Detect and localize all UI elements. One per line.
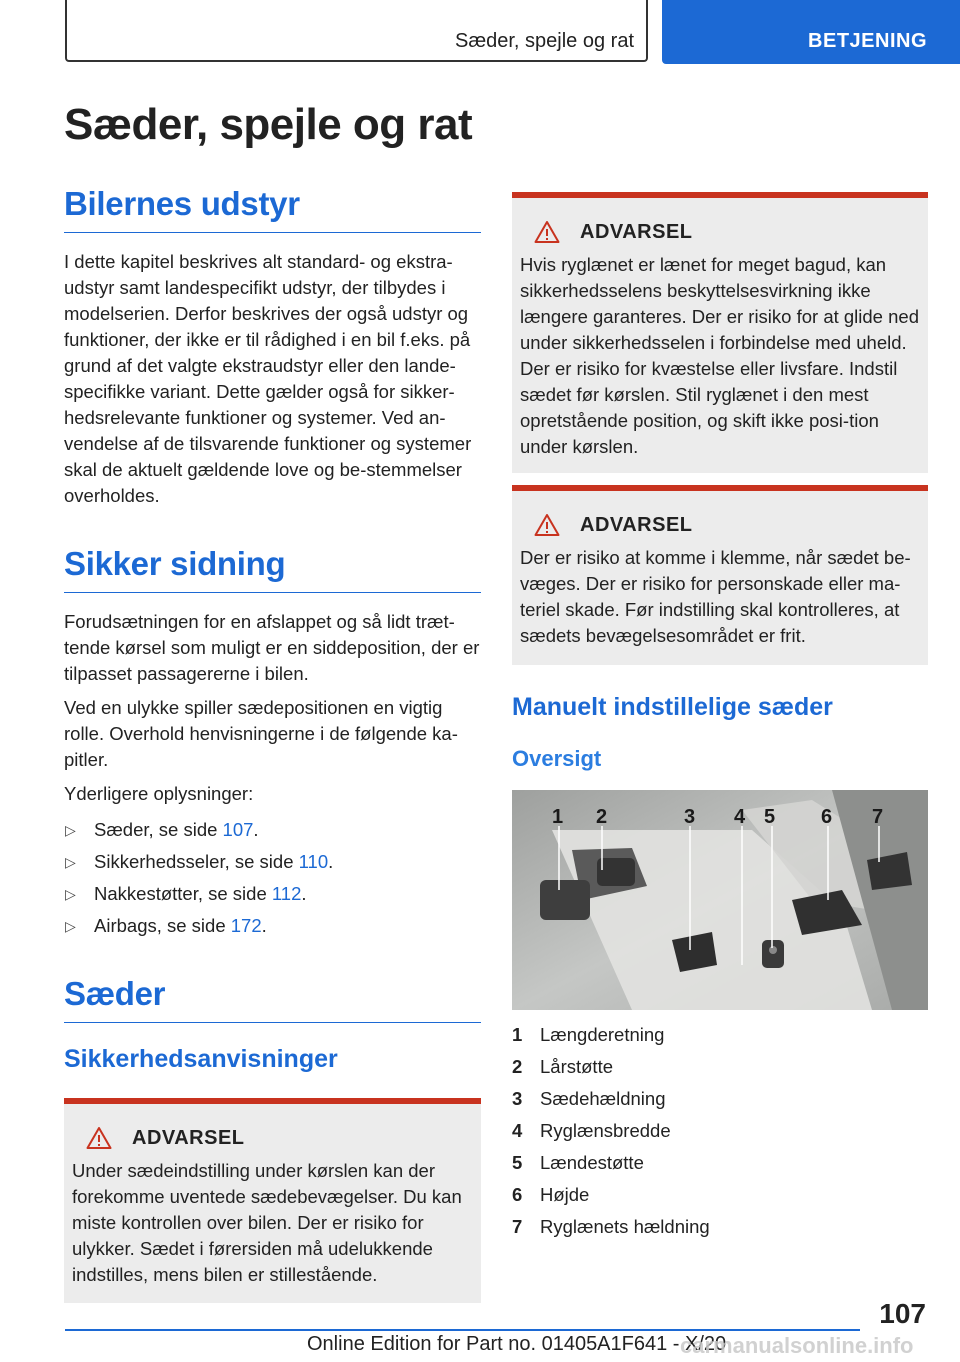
reference-item: ▷ Sikkerhedsseler, se side 110.	[64, 849, 481, 881]
triangle-bullet-icon: ▷	[65, 918, 76, 934]
watermark: carmanualsonline.info	[680, 1333, 914, 1358]
callout-list	[512, 1022, 928, 1246]
photo-label: 4	[734, 806, 746, 828]
page-number: 107	[879, 1298, 926, 1329]
warning-title: ADVARSEL	[580, 220, 693, 243]
sikker-para-3: Yderligere oplysninger:	[64, 783, 254, 804]
heading-saeder: Sæder	[64, 975, 481, 1023]
header-chapter-title: Sæder, spejle og rat	[455, 30, 634, 52]
callout-item: 2 Lårstøtte	[512, 1056, 613, 1077]
footer-divider	[65, 1329, 860, 1331]
header-section-label: BETJENING	[808, 30, 927, 52]
reference-item: ▷ Sæder, se side 107.	[64, 817, 481, 849]
seat-illustration	[512, 790, 928, 1010]
warning-box	[512, 192, 928, 473]
seat-controls-photo	[512, 790, 928, 1010]
header-section-tab[interactable]	[662, 0, 960, 64]
header-chapter-box	[65, 0, 648, 62]
reference-item: ▷ Nakkestøtter, se side 112.	[64, 881, 481, 913]
sikker-para-1: Forudsætningen for en afslappet og så lidt træt-tende kørsel som muligt er en siddeposition, der er tilpasset passagererne i bilen.	[64, 611, 480, 684]
reference-list	[64, 817, 481, 945]
warning-title: ADVARSEL	[132, 1126, 245, 1149]
footer-edition: Online Edition for Part no. 01405A1F641 - X/20	[307, 1333, 727, 1355]
page-link[interactable]: 110	[298, 851, 329, 872]
photo-label: 7	[872, 806, 884, 828]
warning-triangle-icon	[534, 513, 560, 537]
warning-triangle-icon	[86, 1126, 112, 1150]
heading-sikkerhedsanvisninger: Sikkerhedsanvisninger	[64, 1045, 338, 1073]
page-title: Sæder, spejle og rat	[64, 100, 473, 149]
photo-label: 3	[684, 806, 696, 828]
warning-title: ADVARSEL	[580, 513, 693, 536]
callout-item: 6 Højde	[512, 1184, 590, 1205]
callout-item: 3 Sædehældning	[512, 1088, 666, 1109]
callout-item: 1 Længderetning	[512, 1024, 665, 1045]
warning-text: Hvis ryglænet er lænet for meget bagud, kan sikkerhedsselens beskyttelsesvirkning ikke længere garanteres. Der er risiko for at glide ned under sikkerhedsselen i forbindelse med uheld. Der er risiko for kvæstelse eller livsfare. Indstil sædet før kørslen. Stil ryglænet i den mest opretstående position, og skift ikke posi-tion under kørslen.	[520, 254, 919, 457]
heading-bilernes-udstyr: Bilernes udstyr	[64, 185, 481, 233]
photo-label: 1	[552, 806, 564, 828]
triangle-bullet-icon: ▷	[65, 854, 76, 870]
warning-triangle-icon	[534, 220, 560, 244]
reference-item: ▷ Airbags, se side 172.	[64, 913, 481, 945]
sikker-para-2: Ved en ulykke spiller sædepositionen en vigtig rolle. Overhold henvisningerne i de følgende ka-pitler.	[64, 697, 458, 770]
triangle-bullet-icon: ▷	[65, 886, 76, 902]
page-link[interactable]: 112	[271, 883, 302, 904]
page-link[interactable]: 107	[222, 819, 254, 840]
photo-label: 5	[764, 806, 776, 828]
warning-box	[64, 1098, 481, 1303]
warning-text: Under sædeindstilling under kørslen kan der forekomme uventede sædebevægelser. Du kan miste kontrollen over bilen. Der er risiko for ulykker. Sædet i førersiden må udelukkende indstilles, mens bilen er stillestående.	[72, 1160, 462, 1285]
photo-label: 2	[596, 806, 608, 828]
heading-oversigt: Oversigt	[512, 746, 602, 771]
photo-label: 6	[821, 806, 833, 828]
triangle-bullet-icon: ▷	[65, 822, 76, 838]
callout-item: 5 Lændestøtte	[512, 1152, 644, 1173]
left-column	[64, 185, 481, 1303]
callout-item: 7 Ryglænets hældning	[512, 1216, 710, 1237]
warning-text: Der er risiko at komme i klemme, når sædet be-væges. Der er risiko for personskade eller ma-teriel skade. Før indstilling skal kontrolleres, at sædets bevægelsesområdet er frit.	[520, 547, 911, 646]
heading-manuelt-indstillelige: Manuelt indstillelige sæder	[512, 693, 833, 721]
callout-item: 4 Ryglænsbredde	[512, 1120, 671, 1141]
heading-sikker-sidning: Sikker sidning	[64, 545, 481, 593]
right-column	[512, 192, 928, 1246]
page-link[interactable]: 172	[230, 915, 262, 936]
bilernes-text: I dette kapitel beskrives alt standard- og ekstra-udstyr samt landespecifikt udstyr, der tilbydes i modelserien. Derfor beskrives der også udstyr og funktioner, der ikke er til rådighed i en bil f.eks. på grund af det valgte ekstraudstyr eller den lande-specifikke variant. Dette gælder også for sikker-hedsrelevante funktioner og systemer. Ved an-vendelse af de tilsvarende funktioner og systemer skal de aktuelt gældende love og be-stemmelser overholdes.	[64, 251, 472, 506]
warning-box	[512, 485, 928, 665]
